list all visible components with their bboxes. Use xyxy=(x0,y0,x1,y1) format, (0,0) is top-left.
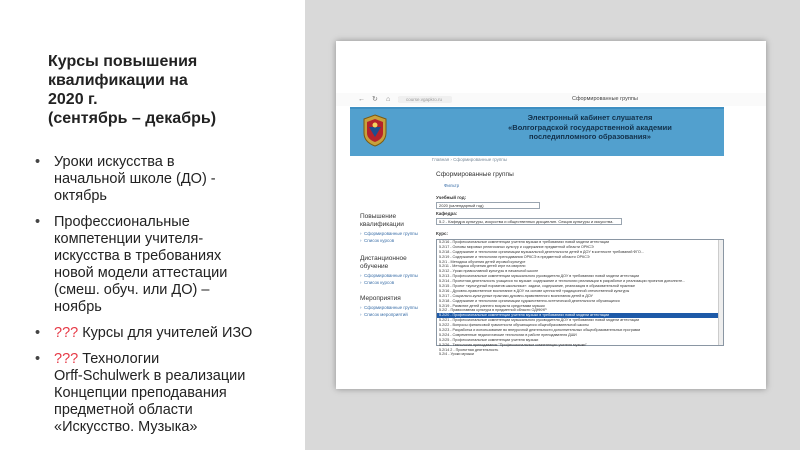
year-select[interactable]: 2020 (календарный год) xyxy=(436,202,540,209)
course-option[interactable]: 5.2/19 - Содержание и технологии преподавания ОРКСЭ в предметной области ОРКСЭ xyxy=(439,254,590,259)
course-option[interactable]: 5.2/17 - Основы мировых религиозных культур и содержание предметной области ОРКСЭ xyxy=(439,244,594,249)
course-option[interactable]: 5.2/17 - Социально-культурные практики духовно-нравственного воспитания детей в ДОУ xyxy=(439,293,593,298)
home-icon[interactable]: ⌂ xyxy=(386,96,391,103)
course-option[interactable]: 5.2/13 - Профессиональные компетенции музыкального руководителя ДОУ в требованиях новой модели аттестации xyxy=(439,274,640,279)
course-option[interactable]: 5.2/14 2 - Проектная деятельность xyxy=(439,347,499,352)
browser-toolbar xyxy=(336,93,766,106)
back-icon[interactable]: ← xyxy=(358,96,365,103)
course-label: Курс: xyxy=(436,231,448,236)
course-option[interactable]: 5.2/15 - Проект «культурный норматив школьника»: задачи, содержание, реализация в образовательной практике xyxy=(439,284,636,289)
sidebar-section-heading: Дистанционное обучение xyxy=(360,255,407,270)
page-title: Сформированные группы xyxy=(436,171,514,178)
sidebar-section-heading: Мероприятия xyxy=(360,295,401,302)
sidebar-section-heading: Повышение квалификации xyxy=(360,213,404,228)
breadcrumb[interactable]: Главная › Сформированные группы xyxy=(432,157,507,162)
filter-link[interactable]: Фильтр xyxy=(444,183,460,188)
course-option[interactable]: 5.2/20 - Профессиональные компетенции учителя музыки в требованиях новой модели аттестации xyxy=(437,313,723,318)
course-option[interactable]: 5.2/11 - Методика обучения детей игре на свирели xyxy=(439,264,526,269)
address-bar[interactable]: course.vgapkro.ru xyxy=(398,96,452,103)
bullet-text: Профессиональные компетенции учителя- искусства в требованиях новой модели аттестации (смеш. обуч. или ДО) – ноябрь xyxy=(54,214,228,315)
listbox-scrollbar[interactable] xyxy=(718,240,723,345)
course-listbox[interactable] xyxy=(436,239,724,357)
header-stripe xyxy=(350,107,724,109)
course-option[interactable]: 5.2/12 - Уроки православной культуры в начальной школе xyxy=(439,269,539,274)
embedded-screenshot xyxy=(336,41,766,389)
bullet-item xyxy=(30,325,300,342)
course-option[interactable]: 5.2/24 - Современные педагогические технологии в работе преподавателя ДШИ xyxy=(439,332,577,337)
portal-header xyxy=(350,107,724,156)
question-marks: ??? xyxy=(54,351,83,367)
bullet-item xyxy=(30,214,300,316)
bullet-text: Уроки искусства в начальной школе (ДО) - октябрь xyxy=(54,154,216,204)
bullet-text: Курсы для учителей ИЗО xyxy=(82,325,253,341)
bullet-item xyxy=(30,154,300,205)
question-marks: ??? xyxy=(54,325,83,341)
bullet-item xyxy=(30,351,300,436)
course-option[interactable]: 5.2/25 - Профессиональные компетенции учителя музыки xyxy=(439,337,539,342)
portal-title: Электронный кабинет слушателя «Волгоградской государственной академии последипломного образования» xyxy=(508,113,672,141)
course-option[interactable]: 5.2/4 - Уроки музыки xyxy=(439,352,474,357)
bullet-list xyxy=(30,154,300,445)
department-label: Кафедра: xyxy=(436,211,458,216)
course-option[interactable]: 5.2/1 - Методика обучения детей игровой культуре xyxy=(439,259,526,264)
academy-emblem-icon xyxy=(362,113,388,147)
course-option[interactable]: 5.2/14 - Проектная деятельность учащихся по музыке: содержание и технологии реализации в разработке и реализации проектов дополните... xyxy=(439,279,686,284)
course-option[interactable]: 5.2/23 - Разработка и использование во внеурочной деятельности дополнительных общеобразовательных программ xyxy=(439,328,640,333)
sidebar xyxy=(350,165,430,389)
course-option[interactable]: 5.2/18 - Содержание и технологии организации музыкальной деятельности детей в ДОУ в контексте требований ФГО... xyxy=(439,249,644,254)
course-option[interactable]: 5.2/22 - Вопросы финансовой грамотности обучающихся общеобразовательной школы xyxy=(439,323,589,328)
course-option[interactable]: 5.2/19 - Развитие детей раннего возраста средствами музыки xyxy=(439,303,545,308)
sidebar-link[interactable]: › Список мероприятий xyxy=(364,312,408,317)
course-option[interactable]: 5.2/21 - Профессиональные компетенции музыкального руководителя ДОУ в требованиях новой модели аттестации xyxy=(439,318,640,323)
main-content xyxy=(432,165,724,389)
refresh-icon[interactable]: ↻ xyxy=(372,96,378,103)
sidebar-link[interactable]: › Сформированные группы xyxy=(364,305,418,310)
course-option[interactable]: 5.2/16 - Духовно-нравственное воспитание в ДОУ на основе ценностей традиционной отечественной культуры xyxy=(439,288,630,293)
tab-title[interactable]: Сформированные группы xyxy=(572,96,638,102)
sidebar-link[interactable]: › Список курсов xyxy=(364,280,394,285)
sidebar-link[interactable]: › Сформированные группы xyxy=(364,273,418,278)
bullet-text: Технологии Orff-Schulwerk в реализации Концепции преподавания предметной области «Искусство. Музыка» xyxy=(54,351,246,435)
course-option[interactable]: 5.2/16 - Профессиональные компетенции учителя музыки в требованиях новой модели аттестации xyxy=(439,240,610,244)
department-select[interactable]: 5.2 - Кафедра культуры, искусства и общественных дисциплин. Секция культуры и искусства. xyxy=(436,218,622,225)
sidebar-link[interactable]: › Сформированные группы xyxy=(364,231,418,236)
slide-title: Курсы повышения квалификации на 2020 г. (сентябрь – декабрь) xyxy=(48,53,217,127)
course-option[interactable]: 5.2/26 - Технология преподавания "Профессиональные компетенции учителя музыки" xyxy=(439,342,587,347)
year-label: Учебный год: xyxy=(436,195,467,200)
course-option[interactable]: 5.2/18 - Содержание и технологии организации художественно-эстетической деятельности обучающихся xyxy=(439,298,620,303)
course-option[interactable]: 5.2/2 - Православная культура в предметной области ОДНКНР xyxy=(439,308,547,313)
sidebar-link[interactable]: › Список курсов xyxy=(364,238,394,243)
